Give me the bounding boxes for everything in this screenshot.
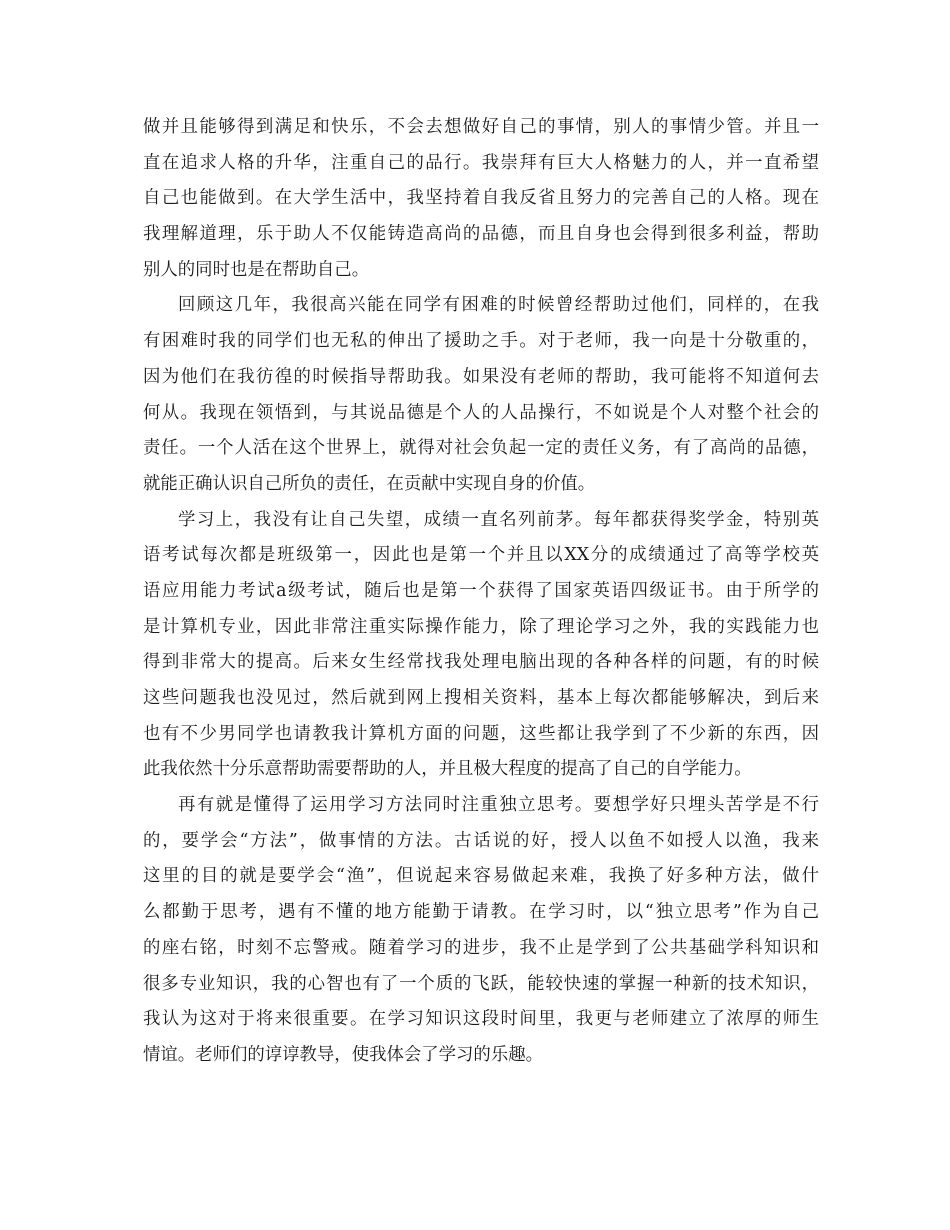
document-body xyxy=(143,110,819,1074)
paragraph-3-line-5: 得到非常大的提高。后来女生经常找我处理电脑出现的各种各样的问题，有的时候 xyxy=(143,652,819,673)
paragraph-1-line-4: 我理解道理，乐于助人不仅能铸造高尚的品德，而且自身也会得到很多利益，帮助 xyxy=(143,224,819,245)
paragraph-4-line-2: 的，要学会“方法”，做事情的方法。古话说的好，授人以鱼不如授人以渔，我来 xyxy=(143,830,819,851)
paragraph-1-line-5: 别人的同时也是在帮助自己。 xyxy=(143,259,370,280)
paragraph-3-line-7: 也有不少男同学也请教我计算机方面的问题，这些都让我学到了不少新的东西，因 xyxy=(143,723,819,744)
paragraph-2-line-6: 就能正确认识自己所负的责任，在贡献中实现自身的价值。 xyxy=(143,473,596,494)
paragraph-3-line-2: 语考试每次都是班级第一，因此也是第一个并且以XX分的成绩通过了高等学校英 xyxy=(143,545,819,566)
paragraph-3-line-8: 此我依然十分乐意帮助需要帮助的人，并且极大程度的提高了自己的自学能力。 xyxy=(143,759,752,780)
paragraph-4-line-7: 我认为这对于将来很重要。在学习知识这段时间里，我更与老师建立了浓厚的师生 xyxy=(143,1009,819,1030)
paragraph-4-line-4: 么都勤于思考，遇有不懂的地方能勤于请教。在学习时，以“独立思考”作为自己 xyxy=(143,902,819,923)
paragraph-1-line-3: 自己也能做到。在大学生活中，我坚持着自我反省且努力的完善自己的人格。现在 xyxy=(143,188,819,209)
paragraph-4-line-8: 情谊。老师们的谆谆教导，使我体会了学习的乐趣。 xyxy=(143,1044,543,1065)
paragraph-4-line-1: 再有就是懂得了运用学习方法同时注重独立思考。要想学好只埋头苦学是不行 xyxy=(178,795,819,816)
paragraph-1-line-2: 直在追求人格的升华，注重自己的品行。我崇拜有巨大人格魅力的人，并一直希望 xyxy=(143,152,819,173)
paragraph-2-line-5: 责任。一个人活在这个世界上，就得对社会负起一定的责任义务，有了高尚的品德， xyxy=(143,438,819,459)
paragraph-2-line-4: 何从。我现在领悟到，与其说品德是个人的人品操行，不如说是个人对整个社会的 xyxy=(143,402,819,423)
paragraph-3-line-1: 学习上，我没有让自己失望，成绩一直名列前茅。每年都获得奖学金，特别英 xyxy=(178,509,819,530)
paragraph-4-line-6: 很多专业知识，我的心智也有了一个质的飞跃，能较快速的掌握一种新的技术知识， xyxy=(143,973,819,994)
paragraph-2-line-2: 有困难时我的同学们也无私的伸出了援助之手。对于老师，我一向是十分敬重的， xyxy=(143,331,819,352)
paragraph-2-line-1: 回顾这几年，我很高兴能在同学有困难的时候曾经帮助过他们，同样的，在我 xyxy=(178,295,819,316)
paragraph-4-line-3: 这里的目的就是要学会“渔”，但说起来容易做起来难，我换了好多种方法，做什 xyxy=(143,866,819,887)
paragraph-4-line-5: 的座右铭，时刻不忘警戒。随着学习的进步，我不止是学到了公共基础学科知识和 xyxy=(143,937,819,958)
paragraph-2-line-3: 因为他们在我彷徨的时候指导帮助我。如果没有老师的帮助，我可能将不知道何去 xyxy=(143,366,819,387)
paragraph-3-line-3: 语应用能力考试a级考试，随后也是第一个获得了国家英语四级证书。由于所学的 xyxy=(143,580,819,601)
paragraph-3-line-4: 是计算机专业，因此非常注重实际操作能力，除了理论学习之外，我的实践能力也 xyxy=(143,616,819,637)
paragraph-1-line-1: 做并且能够得到满足和快乐，不会去想做好自己的事情，别人的事情少管。并且一 xyxy=(143,117,819,137)
paragraph-3-line-6: 这些问题我也没见过，然后就到网上搜相关资料，基本上每次都能够解决，到后来 xyxy=(143,688,819,708)
